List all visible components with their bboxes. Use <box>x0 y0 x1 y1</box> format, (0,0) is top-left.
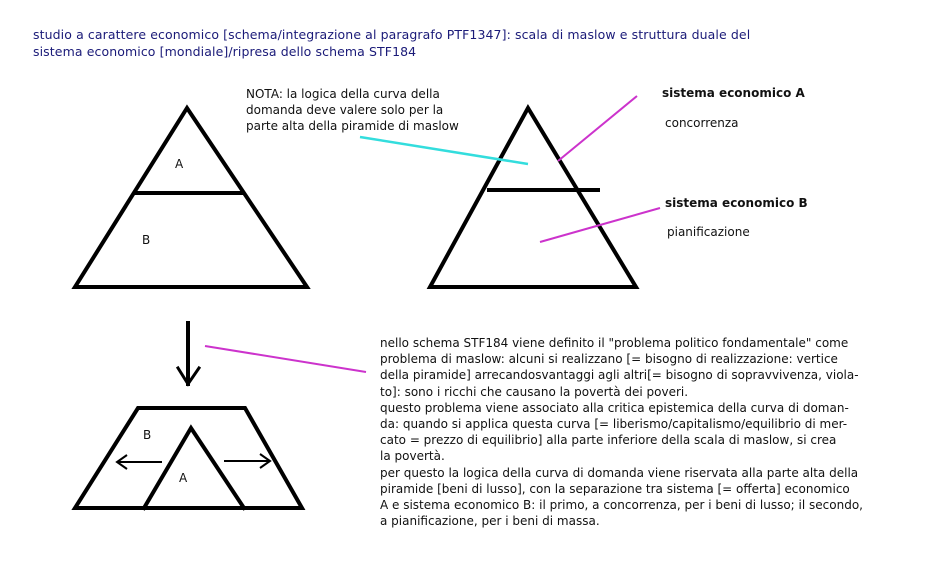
page-title: studio a carattere economico [schema/integrazione al paragrafo PTF1347]: scala di maslow e struttura duale del sistema economico [mondiale]/ripresa dello schema STF184 <box>33 27 751 59</box>
system-a-title: sistema economico A <box>662 86 805 100</box>
trapezoid-outline <box>75 408 302 508</box>
left-pyramid-label-b: B <box>142 233 151 247</box>
inner-triangle <box>144 428 244 508</box>
system-b-connector-line <box>540 225 600 242</box>
system-a-connector-line <box>558 96 637 161</box>
explanation-text: nello schema STF184 viene definito il "problema politico fondamentale" come problema di maslow: alcuni si realizzano [= bisogno di realizzazione: vertice della piramide] arrecandosvantaggi agli altri[= bisogno di sopravvivenza, viola- to]: sono i ricchi che causano la povertà dei poveri. questo problema viene associato alla critica epistemica della curva di doman- da: quando si applica questa curva [= liberismo/capitalismo/equilibrio di mer- cato = prezzo di equilibrio] alla parte inferiore della scala di maslow, si crea la povertà. per questo la logica della curva di domanda viene riservata alla parte alta della piramide [beni di lusso], con la separazione tra sistema [= offerta] economico A e sistema economico B: il primo, a concorrenza, per i beni di lusso; il secondo, a pianificazione, per i beni di massa. <box>380 336 863 529</box>
system-b-title: sistema economico B <box>665 196 808 210</box>
down-arrow-icon <box>178 323 199 384</box>
nota-text: NOTA: la logica della curva della domanda deve valere solo per la parte alta della piramide di maslow <box>246 87 459 133</box>
system-b-subtitle: pianificazione <box>667 225 750 239</box>
system-a-subtitle: concorrenza <box>665 116 739 130</box>
left-pyramid <box>75 108 307 287</box>
left-pyramid-outline <box>75 108 307 287</box>
right-pyramid <box>430 108 636 287</box>
right-pyramid-outline <box>430 108 636 287</box>
trapezoid-label-b: B <box>143 428 152 442</box>
trapezoid-pyramid <box>75 408 302 508</box>
trapezoid-label-a: A <box>179 471 188 485</box>
system-b-connector-line-tail <box>600 208 660 225</box>
left-pyramid-label-a: A <box>175 157 184 171</box>
expand-arrows <box>117 454 270 469</box>
body-text-connector-line <box>205 346 366 372</box>
